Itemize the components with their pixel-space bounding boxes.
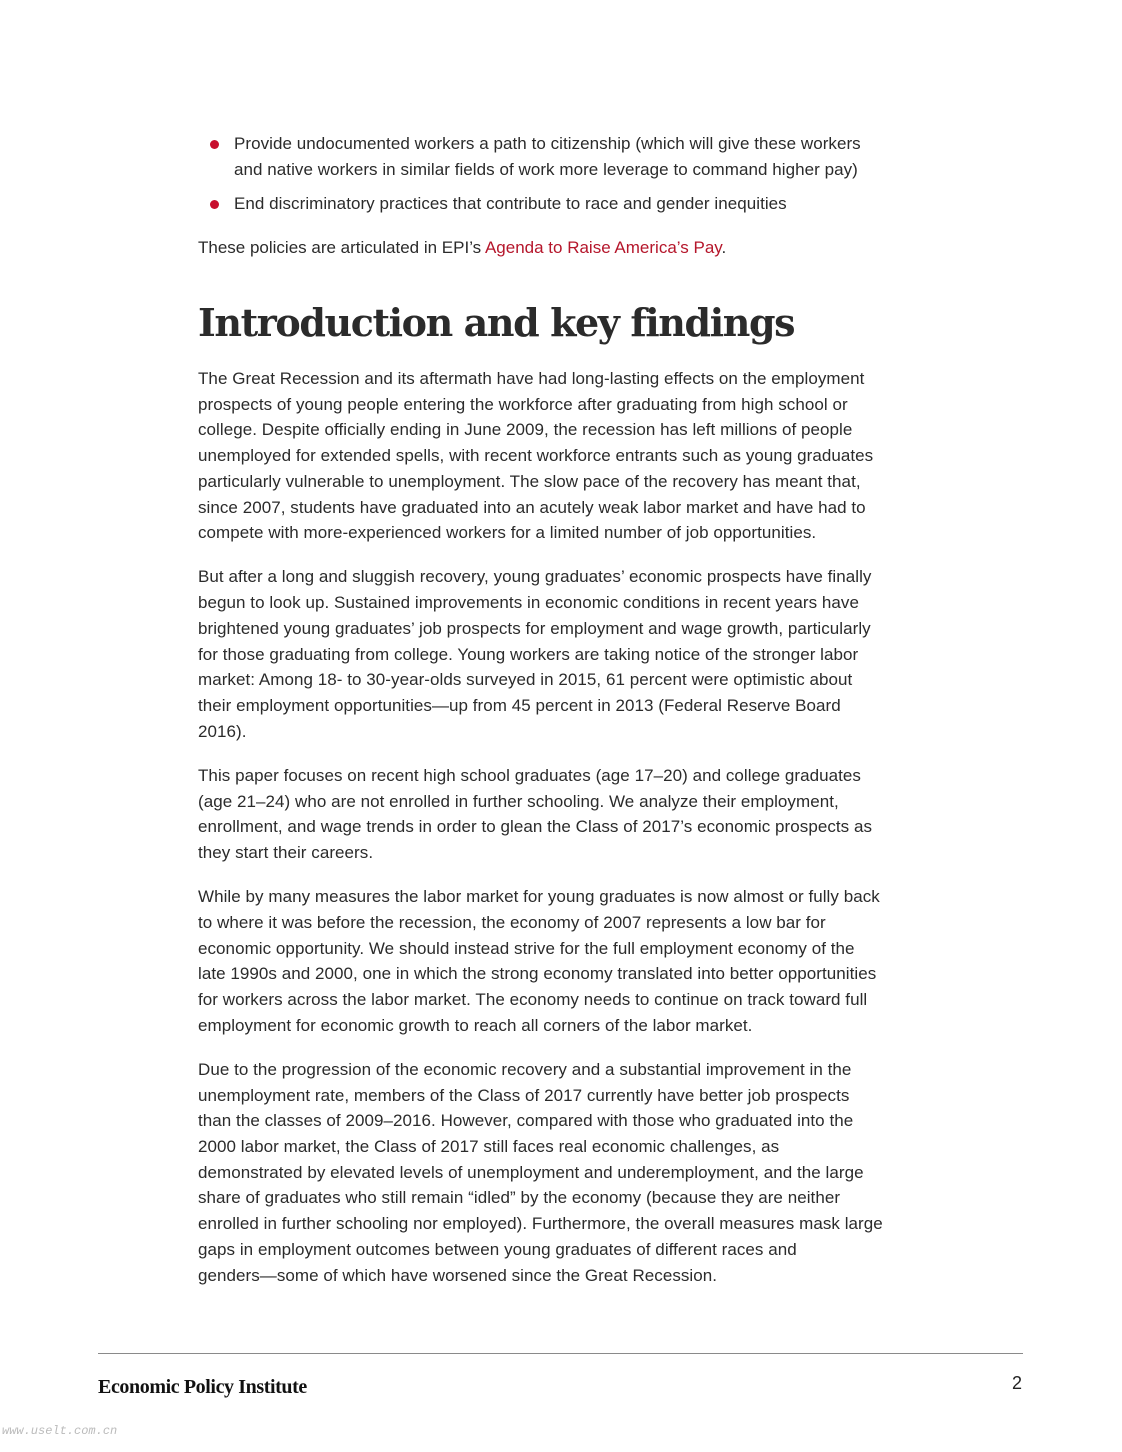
paragraph-line: unemployment rate, members of the Class of 2017 currently have better job prospects — [198, 1085, 850, 1105]
paragraph-line: college. Despite officially ending in June 2009, the recession has left millions of people — [198, 420, 853, 440]
paragraph-line: While by many measures the labor market for young graduates is now almost or fully back — [198, 887, 880, 907]
bullet-text: End discriminatory practices that contribute to race and gender inequities — [234, 194, 787, 214]
footer-organization: Economic Policy Institute — [98, 1376, 307, 1398]
bullet-text: Provide undocumented workers a path to citizenship (which will give these workers — [234, 134, 861, 153]
paragraph-line: But after a long and sluggish recovery, young graduates’ economic prospects have finally — [198, 567, 872, 587]
paragraph-line: The Great Recession and its aftermath have had long-lasting effects on the employment — [198, 369, 865, 388]
paragraph-line: genders—some of which have worsened since the Great Recession. — [198, 1265, 718, 1285]
paragraph-line: market: Among 18- to 30-year-olds surveyed in 2015, 61 percent were optimistic about — [198, 670, 853, 690]
paragraph-line: This paper focuses on recent high school graduates (age 17–20) and college graduates — [198, 765, 861, 785]
paragraph-line: late 1990s and 2000, one in which the strong economy translated into better opportunities — [198, 964, 877, 984]
paragraph — [198, 884, 938, 1038]
paragraph-line: prospects of young people entering the workforce after graduating from high school or — [198, 394, 848, 414]
paragraph-line: economic opportunity. We should instead strive for the full employment economy of the — [198, 938, 855, 958]
paragraph-line: Due to the progression of the economic recovery and a substantial improvement in the — [198, 1059, 852, 1079]
page-number: 2 — [1012, 1373, 1023, 1393]
paragraph-line: unemployed for extended spells, with recent workforce entrants such as young graduates — [198, 446, 874, 466]
agenda-link[interactable]: Agenda to Raise America’s Pay — [484, 238, 722, 257]
paragraph-line: to where it was before the recession, the economy of 2007 represents a low bar for — [198, 912, 826, 932]
footer-divider — [98, 1353, 1023, 1354]
bullet-item — [198, 131, 938, 182]
body-paragraphs — [198, 366, 938, 1307]
bullet-dot-icon — [210, 140, 219, 149]
watermark: www.uselt.com.cn — [2, 1424, 118, 1438]
paragraph — [198, 564, 938, 744]
paragraph-line: share of graduates who still remain “idled” by the economy (because they are neither — [198, 1188, 841, 1208]
policy-sentence — [198, 235, 726, 261]
paragraph-line: enrollment, and wage trends in order to glean the Class of 2017’s economic prospects as — [198, 817, 873, 837]
bullet-dot-icon — [210, 200, 219, 209]
paragraph-line: gaps in employment outcomes between young graduates of different races and — [198, 1239, 797, 1259]
paragraph-line: brightened young graduates’ job prospects for employment and wage growth, particularly — [198, 618, 871, 638]
paragraph — [198, 366, 938, 546]
paragraph — [198, 1057, 938, 1288]
paragraph-line: they start their careers. — [198, 842, 374, 862]
paragraph-line: 2016). — [198, 721, 247, 741]
bullet-item — [198, 191, 938, 217]
paragraph-line: for workers across the labor market. The economy needs to continue on track toward full — [198, 989, 868, 1009]
paragraph-line: since 2007, students have graduated into an acutely weak labor market and have had to — [198, 497, 866, 517]
paragraph-line: enrolled in further schooling nor employed). Furthermore, the overall measures mask large — [198, 1214, 883, 1234]
paragraph-line: demonstrated by elevated levels of unemployment and underemployment, and the large — [198, 1162, 864, 1182]
paragraph — [198, 763, 938, 866]
paragraph-line: (age 21–24) who are not enrolled in further schooling. We analyze their employment, — [198, 791, 839, 811]
paragraph-line: begun to look up. Sustained improvements in economic conditions in recent years have — [198, 593, 859, 613]
policy-suffix: . — [721, 238, 727, 257]
bullet-list — [198, 131, 938, 226]
paragraph-line: particularly vulnerable to unemployment. The slow pace of the recovery has meant that, — [198, 471, 861, 491]
paragraph-line: compete with more-experienced workers for a limited number of job opportunities. — [198, 523, 817, 543]
paragraph-line: employment for economic growth to reach all corners of the labor market. — [198, 1015, 753, 1035]
section-heading: Introduction and key findings — [198, 300, 795, 345]
paragraph-line: than the classes of 2009–2016. However, compared with those who graduated into the — [198, 1111, 854, 1131]
paragraph-line: 2000 labor market, the Class of 2017 still faces real economic challenges, as — [198, 1136, 780, 1156]
policy-prefix: These policies are articulated in EPI’s — [198, 238, 485, 257]
bullet-text: and native workers in similar fields of work more leverage to command higher pay) — [234, 159, 858, 179]
paragraph-line: for those graduating from college. Young workers are taking notice of the stronger labor — [198, 644, 859, 664]
paragraph-line: their employment opportunities—up from 45 percent in 2013 (Federal Reserve Board — [198, 695, 841, 715]
